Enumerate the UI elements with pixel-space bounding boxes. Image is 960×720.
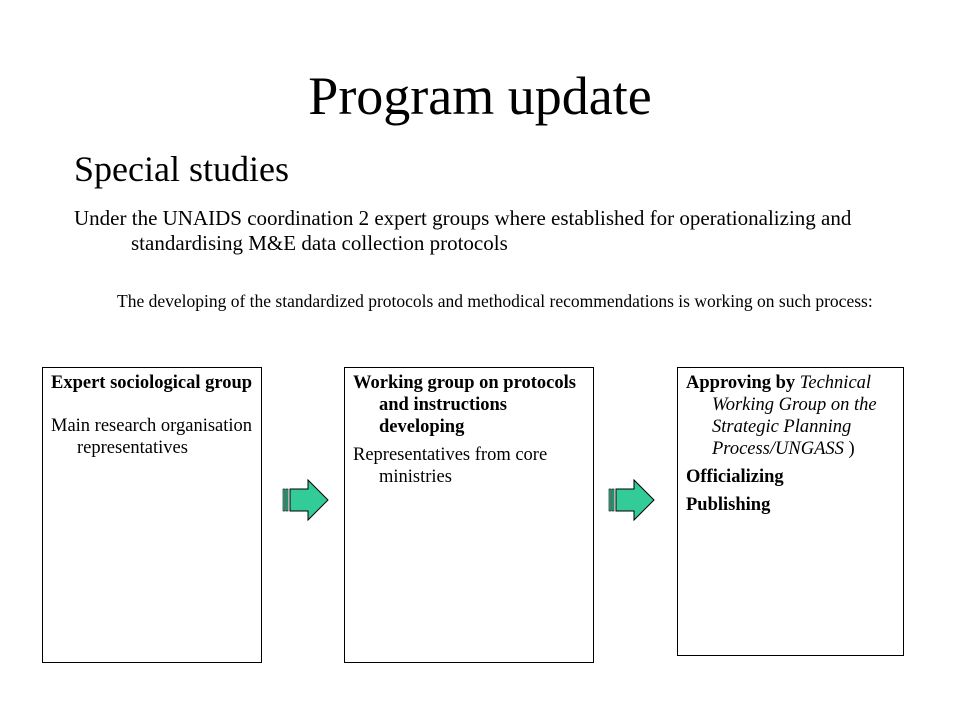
right-arrow-icon — [608, 478, 656, 522]
box3-heading-suffix: ) — [848, 439, 855, 459]
box2-heading: Working group on protocols and instructions developing — [353, 373, 576, 437]
box3-heading-prefix: Approving by — [686, 373, 796, 393]
box3-heading — [686, 372, 897, 460]
slide-title: Program update — [308, 66, 652, 126]
right-arrow-icon — [282, 478, 330, 522]
box3-item-publishing: Publishing — [686, 495, 771, 515]
intro-paragraph: Under the UNAIDS coordination 2 expert groups where established for operationalizing and standardising M&E data collection protocols — [74, 206, 852, 255]
box2-body: Representatives from core ministries — [353, 445, 548, 487]
slide-subtitle: Special studies — [74, 149, 289, 189]
flow-box-expert-group — [42, 367, 262, 663]
box3-heading-italic: Technical Working Group on the Strategic Planning Process/UNGASS — [712, 373, 877, 459]
flow-box-approval — [677, 367, 904, 656]
box1-body: Main research organisation representatives — [51, 416, 253, 458]
box1-heading: Expert sociological group — [51, 373, 253, 393]
flow-box-working-group — [344, 367, 594, 663]
box3-item-officializing: Officializing — [686, 467, 784, 487]
process-paragraph: The developing of the standardized protocols and methodical recommendations is working on such process: — [117, 291, 873, 311]
